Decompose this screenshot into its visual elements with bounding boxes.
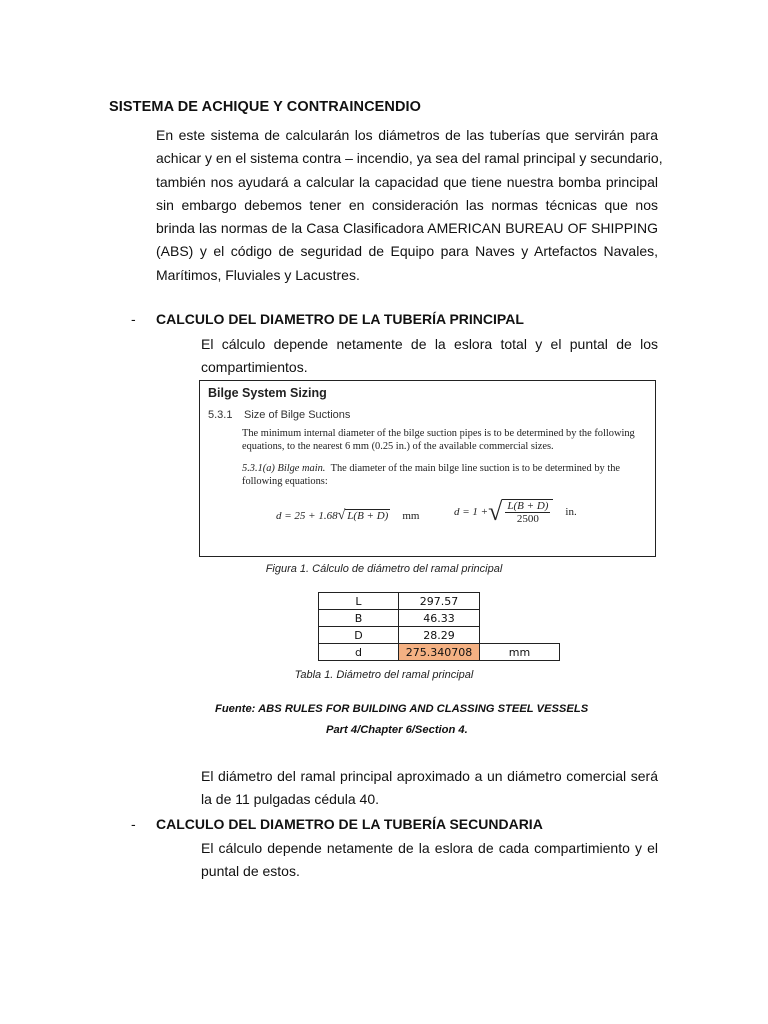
table-cell-label: B — [319, 610, 399, 627]
equation-mm-lhs: d = 25 + 1.68 — [276, 510, 338, 522]
table-cell-result: 275.340708 — [399, 644, 480, 661]
table-cell-label: d — [319, 644, 399, 661]
figure-body-line: equations, to the nearest 6 mm (0.25 in.) of the available commercial sizes. — [242, 441, 554, 452]
sqrt-symbol: √ L(B + D) — [337, 508, 389, 523]
section2-line: puntal de estos. — [201, 863, 300, 880]
section1-paragraph — [201, 333, 658, 380]
section-heading-main-pipe: CALCULO DEL DIAMETRO DE LA TUBERÍA PRINCIPAL — [156, 311, 524, 327]
figure-title: Bilge System Sizing — [208, 386, 327, 400]
intro-line: achicar y en el sistema contra – incendio, ya sea del ramal principal y secundario, — [156, 150, 663, 167]
section2-paragraph — [201, 837, 658, 884]
bullet-dash: - — [131, 816, 136, 832]
intro-line: En este sistema de calcularán los diámetros de las tuberías que servirán para — [156, 127, 658, 143]
intro-paragraph — [156, 124, 663, 287]
result-line: la de 11 pulgadas cédula 40. — [201, 791, 379, 808]
table-caption: Tabla 1. Diámetro del ramal principal — [294, 669, 474, 681]
page-title: SISTEMA DE ACHIQUE Y CONTRAINCENDIO — [109, 99, 422, 115]
equation-in-denominator: 2500 — [516, 513, 539, 525]
sqrt-symbol: √ $\frac{L(B + D)}{2500}$ — [488, 499, 553, 525]
bullet-dash: - — [131, 311, 136, 327]
equation-in-fraction — [502, 499, 553, 525]
section2-line: El cálculo depende netamente de la eslora de cada compartimiento y el — [201, 840, 658, 856]
intro-line: también nos ayudará a calcular la capacidad que tiene nuestra bomba principal — [156, 173, 658, 190]
figure-bilge-sizing — [199, 380, 656, 557]
intro-line: sin embargo debemos tener en consideración las normas técnicas que nos — [156, 196, 658, 213]
table-row — [319, 593, 560, 610]
equation-mm-unit: mm — [402, 510, 420, 522]
equation-mm — [276, 509, 419, 523]
intro-line: brinda las normas de la Casa Clasificadora AMERICAN BUREAU OF SHIPPING — [156, 220, 658, 237]
section1-line: compartimientos. — [201, 359, 308, 376]
figure-section-number: 5.3.1 — [208, 409, 233, 421]
source-line: Part 4/Chapter 6/Section 4. — [326, 724, 468, 736]
result-paragraph — [201, 765, 658, 812]
table-row — [319, 610, 560, 627]
equation-in — [454, 499, 577, 525]
table-cell-value: 46.33 — [399, 610, 480, 627]
figure-body-text — [242, 427, 648, 453]
table-cell-value: 28.29 — [399, 627, 480, 644]
figure-caption: Figura 1. Cálculo de diámetro del ramal principal — [265, 563, 503, 575]
figure-section-title: Size of Bilge Suctions — [244, 409, 351, 421]
equation-mm-radicand: L(B + D) — [347, 510, 389, 522]
table-cell-value: 297.57 — [399, 593, 480, 610]
diameter-table — [318, 592, 560, 661]
figure-subsection-text — [242, 462, 648, 488]
intro-line: (ABS) y el código de seguridad de Equipo para Naves y Artefactos Navales, — [156, 243, 658, 260]
table-cell-unit: mm — [480, 644, 560, 661]
section1-line: El cálculo depende netamente de la eslora total y el puntal de los — [201, 336, 658, 352]
result-line: El diámetro del ramal principal aproximado a un diámetro comercial será — [201, 768, 658, 784]
figure-subsection-line: following equations: — [242, 476, 328, 487]
source-line: Fuente: ABS RULES FOR BUILDING AND CLASSING STEEL VESSELS — [215, 703, 589, 715]
section-heading-secondary-pipe: CALCULO DEL DIAMETRO DE LA TUBERÍA SECUNDARIA — [156, 816, 543, 832]
figure-subsection-ref: 5.3.1(a) Bilge main. — [242, 463, 326, 474]
intro-line: Marítimos, Fluviales y Lacustres. — [156, 266, 360, 283]
table-row — [319, 644, 560, 661]
equation-in-lhs: d = 1 + — [454, 506, 489, 518]
table-cell-label: D — [319, 627, 399, 644]
table-cell-label: L — [319, 593, 399, 610]
table-row — [319, 627, 560, 644]
figure-body-line: The minimum internal diameter of the bilge suction pipes is to be determined by the following — [242, 428, 635, 439]
figure-subsection-line: The diameter of the main bilge line suction is to be determined by the — [330, 463, 621, 474]
equation-in-numerator: L(B + D) — [507, 500, 549, 512]
equation-in-unit: in. — [565, 506, 577, 518]
